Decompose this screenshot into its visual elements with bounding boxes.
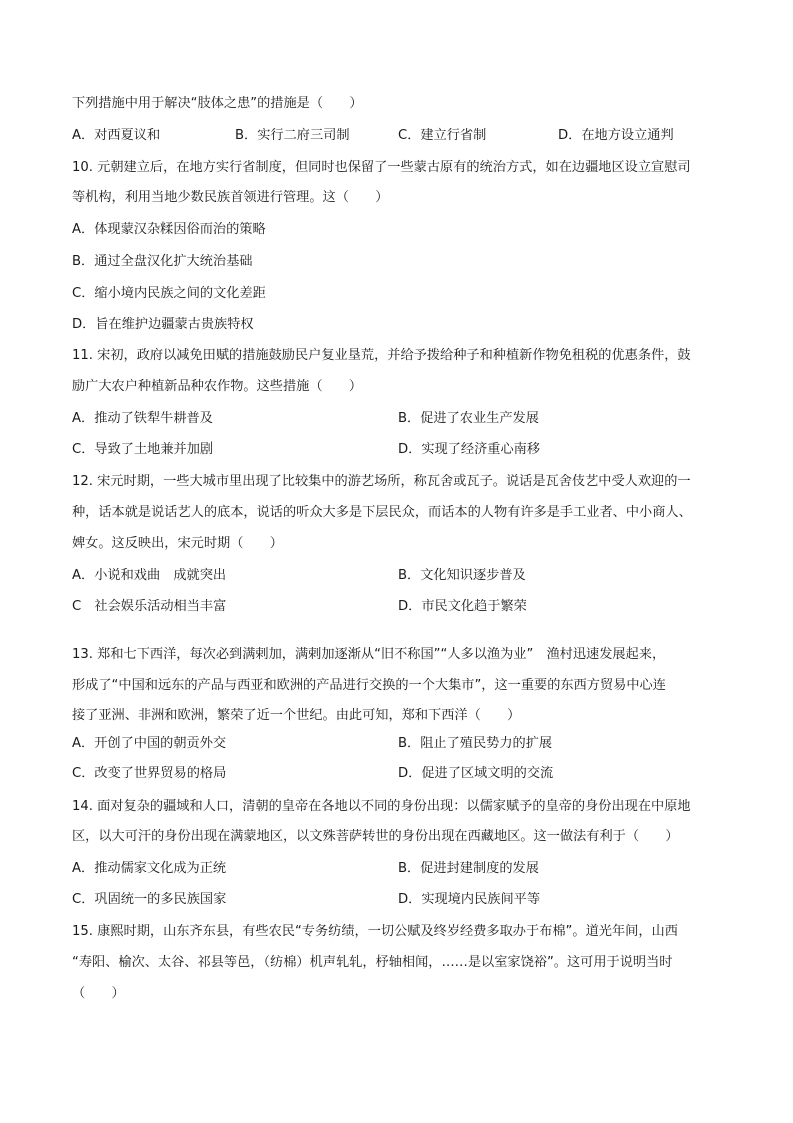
q9-option-c: C．建立行省制 xyxy=(398,128,487,143)
q9-option-a: A．对西夏议和 xyxy=(72,128,161,143)
q9-option-b: B．实行二府三司制 xyxy=(235,128,350,143)
q9-stem: 下列措施中用于解决“肢体之患”的措施是（ ） xyxy=(72,96,363,111)
q13-option-d: D．促进了区域文明的交流 xyxy=(398,766,554,781)
q13-stem-line-1: 13. 郑和七下西洋，每次必到满剌加，满剌加逐渐从“旧不称国”“人多以渔为业” 渔村迅速发展起来， xyxy=(72,647,666,662)
q12-stem-line-1: 12. 宋元时期，一些大城市里出现了比较集中的游艺场所，称瓦舍或瓦子。说话是瓦舍伎艺中受人欢迎的一 xyxy=(72,474,691,489)
q12-option-d: D．市民文化趋于繁荣 xyxy=(398,599,527,614)
q14-stem-line-2: 区，以大可汗的身份出现在满蒙地区，以文殊菩萨转世的身份出现在西藏地区。这一做法有利于（ ） xyxy=(72,829,679,844)
q12-stem-line-2: 种，话本就是说话艺人的底本，说话的听众大多是下层民众，而话本的人物有许多是手工业者、中小商人、 xyxy=(72,505,692,520)
q14-option-a: A．推动儒家文化成为正统 xyxy=(72,861,227,876)
q10-stem-line-2: 等机构，利用当地少数民族首领进行管理。这（ ） xyxy=(72,190,389,205)
q10-option-d: D．旨在维护边疆蒙古贵族特权 xyxy=(72,317,254,332)
q11-option-a: A．推动了铁犁牛耕普及 xyxy=(72,411,213,426)
q14-option-b: B．促进封建制度的发展 xyxy=(398,861,539,876)
q15-stem-line-2: “寿阳、榆次、太谷、祁县等邑，（纺棉）机声轧轧，杼轴相闻，……是以室家饶裕”。这可用于说明当时 xyxy=(72,955,673,970)
q10-option-a: A．体现蒙汉杂糅因俗而治的策略 xyxy=(72,222,266,237)
q13-option-b: B．阻止了殖民势力的扩展 xyxy=(398,736,553,751)
q12-option-c: C 社会娱乐活动相当丰富 xyxy=(72,599,227,614)
q13-option-a: A．开创了中国的朝贡外交 xyxy=(72,736,227,751)
q13-stem-line-2: 形成了“中国和远东的产品与西亚和欧洲的产品进行交换的一个大集市”，这一重要的东西方贸易中心连 xyxy=(72,678,666,693)
q14-stem-line-1: 14. 面对复杂的疆域和人口，清朝的皇帝在各地以不同的身份出现：以儒家赋予的皇帝的身份出现在中原地 xyxy=(72,799,691,814)
q13-option-c: C．改变了世界贸易的格局 xyxy=(72,766,227,781)
q11-stem-line-2: 励广大农户种植新品种农作物。这些措施（ ） xyxy=(72,379,363,394)
q14-option-d: D．实现境内民族间平等 xyxy=(398,892,541,907)
q15-stem-line-1: 15. 康熙时期，山东齐东县，有些农民“专务纺绩，一切公赋及终岁经费多取办于布棉”。道光年间，山西 xyxy=(72,924,678,939)
q11-option-d: D．实现了经济重心南移 xyxy=(398,442,541,457)
q14-option-c: C．巩固统一的多民族国家 xyxy=(72,892,227,907)
q13-stem-line-3: 接了亚洲、非洲和欧洲，繁荣了近一个世纪。由此可知，郑和下西洋（ ） xyxy=(72,708,521,723)
q15-stem-line-3: （ ） xyxy=(72,986,125,1001)
q10-option-c: C．缩小境内民族之间的文化差距 xyxy=(72,286,266,301)
q11-stem-line-1: 11. 宋初，政府以减免田赋的措施鼓励民户复业垦荒，并给予拨给种子和种植新作物免租税的优惠条件，鼓 xyxy=(72,348,691,363)
q12-option-a: A．小说和戏曲 成就突出 xyxy=(72,568,227,583)
q11-option-b: B．促进了农业生产发展 xyxy=(398,411,539,426)
q10-stem-line-1: 10. 元朝建立后，在地方实行省制度，但同时也保留了一些蒙古原有的统治方式，如在边疆地区设立宣慰司 xyxy=(72,160,691,175)
q9-option-d: D．在地方设立通判 xyxy=(558,128,674,143)
q10-option-b: B．通过全盘汉化扩大统治基础 xyxy=(72,254,253,269)
q12-option-b: B．文化知识逐步普及 xyxy=(398,568,526,583)
q12-stem-line-3: 婢女。这反映出，宋元时期（ ） xyxy=(72,536,283,551)
q11-option-c: C．导致了土地兼并加剧 xyxy=(72,442,214,457)
